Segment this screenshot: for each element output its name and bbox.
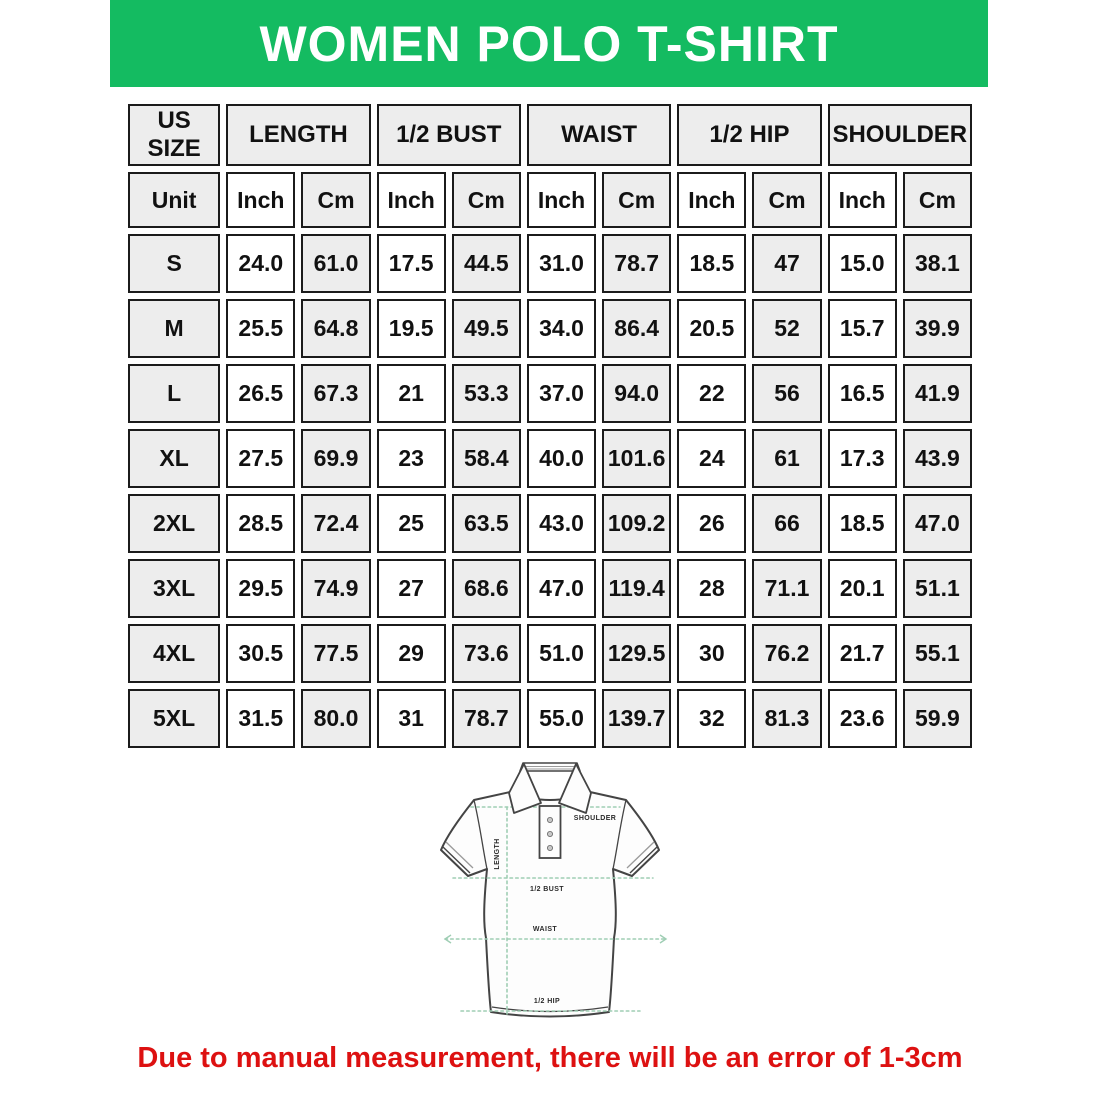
value-cell: 51.0 — [527, 624, 596, 683]
size-cell: M — [128, 299, 220, 358]
value-cell: 47 — [752, 234, 821, 293]
value-cell: 55.1 — [903, 624, 972, 683]
value-cell: 72.4 — [301, 494, 370, 553]
value-cell: 39.9 — [903, 299, 972, 358]
value-cell: 86.4 — [602, 299, 671, 358]
value-cell: 20.1 — [828, 559, 897, 618]
table-row — [128, 494, 972, 553]
value-cell: 34.0 — [527, 299, 596, 358]
value-cell: 29.5 — [226, 559, 295, 618]
value-cell: 74.9 — [301, 559, 370, 618]
polo-shirt-svg — [428, 750, 686, 1045]
unit-header-cell: Cm — [301, 172, 370, 228]
value-cell: 31 — [377, 689, 446, 748]
unit-header-cell: Cm — [903, 172, 972, 228]
value-cell: 40.0 — [527, 429, 596, 488]
value-cell: 119.4 — [602, 559, 671, 618]
value-cell: 64.8 — [301, 299, 370, 358]
size-cell: 2XL — [128, 494, 220, 553]
size-chart-table — [122, 98, 978, 754]
value-cell: 129.5 — [602, 624, 671, 683]
button — [547, 817, 552, 822]
value-cell: 22 — [677, 364, 746, 423]
value-cell: 61 — [752, 429, 821, 488]
group-header-row — [128, 104, 972, 166]
waist-label: WAIST — [532, 926, 558, 933]
placket — [540, 806, 561, 858]
value-cell: 81.3 — [752, 689, 821, 748]
value-cell: 16.5 — [828, 364, 897, 423]
value-cell: 19.5 — [377, 299, 446, 358]
group-header-cell-waist: WAIST — [527, 104, 671, 166]
value-cell: 53.3 — [452, 364, 521, 423]
value-cell: 55.0 — [527, 689, 596, 748]
value-cell: 51.1 — [903, 559, 972, 618]
value-cell: 43.9 — [903, 429, 972, 488]
value-cell: 78.7 — [452, 689, 521, 748]
value-cell: 56 — [752, 364, 821, 423]
polo-shirt-diagram — [428, 750, 686, 1045]
value-cell: 69.9 — [301, 429, 370, 488]
table-row — [128, 234, 972, 293]
value-cell: 94.0 — [602, 364, 671, 423]
unit-header-cell: Cm — [452, 172, 521, 228]
value-cell: 29 — [377, 624, 446, 683]
value-cell: 27 — [377, 559, 446, 618]
value-cell: 76.2 — [752, 624, 821, 683]
table-row — [128, 624, 972, 683]
value-cell: 71.1 — [752, 559, 821, 618]
button — [547, 831, 552, 836]
value-cell: 58.4 — [452, 429, 521, 488]
value-cell: 21.7 — [828, 624, 897, 683]
half-bust-label: 1/2 BUST — [530, 886, 564, 893]
group-header-cell-us-size: US SIZE — [128, 104, 220, 166]
value-cell: 49.5 — [452, 299, 521, 358]
value-cell: 44.5 — [452, 234, 521, 293]
value-cell: 139.7 — [602, 689, 671, 748]
value-cell: 73.6 — [452, 624, 521, 683]
value-cell: 66 — [752, 494, 821, 553]
button — [547, 845, 552, 850]
size-cell: L — [128, 364, 220, 423]
value-cell: 18.5 — [828, 494, 897, 553]
group-header-cell-length: LENGTH — [226, 104, 370, 166]
value-cell: 67.3 — [301, 364, 370, 423]
value-cell: 30.5 — [226, 624, 295, 683]
value-cell: 24.0 — [226, 234, 295, 293]
value-cell: 59.9 — [903, 689, 972, 748]
value-cell: 23 — [377, 429, 446, 488]
unit-header-cell: Unit — [128, 172, 220, 228]
group-header-cell-half-bust: 1/2 BUST — [377, 104, 521, 166]
banner — [110, 0, 988, 87]
length-label: LENGTH — [494, 838, 501, 870]
value-cell: 25 — [377, 494, 446, 553]
size-cell: 3XL — [128, 559, 220, 618]
shoulder-label: SHOULDER — [573, 815, 617, 822]
value-cell: 17.3 — [828, 429, 897, 488]
size-cell: 5XL — [128, 689, 220, 748]
value-cell: 37.0 — [527, 364, 596, 423]
value-cell: 26.5 — [226, 364, 295, 423]
value-cell: 61.0 — [301, 234, 370, 293]
value-cell: 30 — [677, 624, 746, 683]
size-cell: S — [128, 234, 220, 293]
value-cell: 31.0 — [527, 234, 596, 293]
value-cell: 26 — [677, 494, 746, 553]
size-cell: 4XL — [128, 624, 220, 683]
table-row — [128, 689, 972, 748]
value-cell: 63.5 — [452, 494, 521, 553]
value-cell: 27.5 — [226, 429, 295, 488]
unit-header-cell: Inch — [677, 172, 746, 228]
value-cell: 47.0 — [903, 494, 972, 553]
value-cell: 24 — [677, 429, 746, 488]
value-cell: 52 — [752, 299, 821, 358]
disclaimer-text: Due to manual measurement, there will be an error of 1-3cm — [137, 1042, 963, 1074]
value-cell: 109.2 — [602, 494, 671, 553]
unit-header-cell: Inch — [226, 172, 295, 228]
value-cell: 15.7 — [828, 299, 897, 358]
unit-header-row — [128, 172, 972, 228]
unit-header-cell: Inch — [527, 172, 596, 228]
value-cell: 15.0 — [828, 234, 897, 293]
value-cell: 32 — [677, 689, 746, 748]
value-cell: 28 — [677, 559, 746, 618]
value-cell: 17.5 — [377, 234, 446, 293]
size-cell: XL — [128, 429, 220, 488]
value-cell: 21 — [377, 364, 446, 423]
table-row — [128, 559, 972, 618]
unit-header-cell: Cm — [602, 172, 671, 228]
unit-header-cell: Cm — [752, 172, 821, 228]
table-row — [128, 429, 972, 488]
value-cell: 47.0 — [527, 559, 596, 618]
unit-header-cell: Inch — [828, 172, 897, 228]
group-header-cell-half-hip: 1/2 HIP — [677, 104, 821, 166]
value-cell: 41.9 — [903, 364, 972, 423]
value-cell: 77.5 — [301, 624, 370, 683]
group-header-cell-shoulder: SHOULDER — [828, 104, 972, 166]
page-title: WOMEN POLO T-SHIRT — [259, 15, 839, 72]
value-cell: 31.5 — [226, 689, 295, 748]
value-cell: 28.5 — [226, 494, 295, 553]
unit-header-cell: Inch — [377, 172, 446, 228]
value-cell: 20.5 — [677, 299, 746, 358]
value-cell: 25.5 — [226, 299, 295, 358]
half-hip-label: 1/2 HIP — [533, 998, 561, 1005]
table-row — [128, 299, 972, 358]
value-cell: 78.7 — [602, 234, 671, 293]
value-cell: 18.5 — [677, 234, 746, 293]
value-cell: 80.0 — [301, 689, 370, 748]
value-cell: 101.6 — [602, 429, 671, 488]
table-row — [128, 364, 972, 423]
value-cell: 23.6 — [828, 689, 897, 748]
value-cell: 38.1 — [903, 234, 972, 293]
value-cell: 68.6 — [452, 559, 521, 618]
value-cell: 43.0 — [527, 494, 596, 553]
